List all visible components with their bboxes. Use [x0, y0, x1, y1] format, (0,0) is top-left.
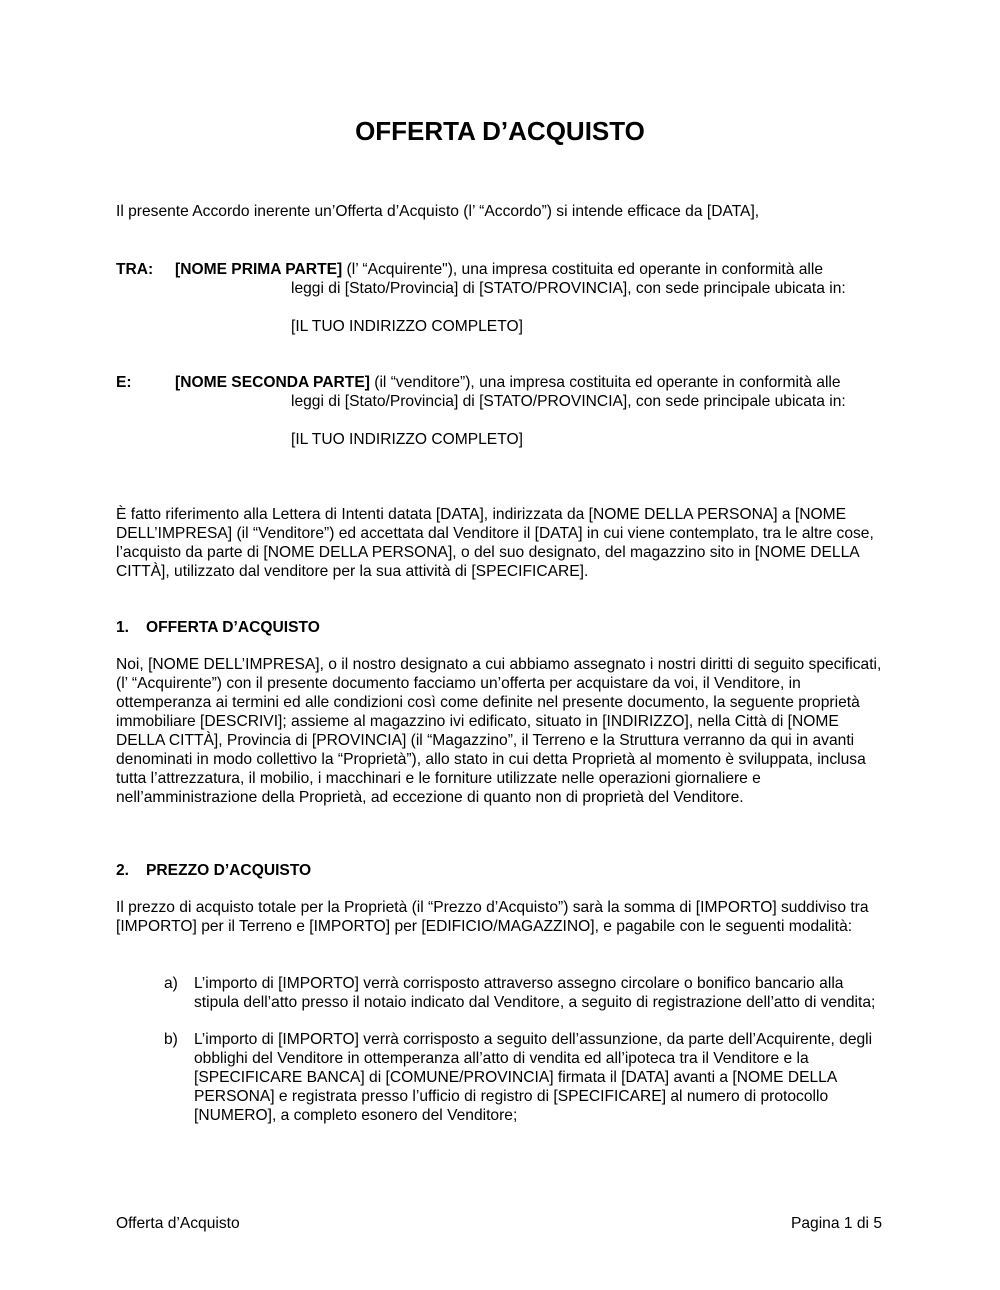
party2-address: [IL TUO INDIRIZZO COMPLETO]	[291, 431, 523, 448]
section2-title: PREZZO D’ACQUISTO	[146, 862, 312, 879]
party1-desc-line2: leggi di [Stato/Provincia] di [STATO/PROVINCIA], con sede principale ubicata in:	[291, 280, 846, 297]
party2-desc-line2: leggi di [Stato/Provincia] di [STATO/PROVINCIA], con sede principale ubicata in:	[291, 393, 846, 410]
list-item-label: b)	[164, 1031, 178, 1048]
party2-label: E:	[116, 374, 132, 391]
list-item	[164, 1030, 884, 1125]
section2-number: 2.	[116, 862, 130, 879]
footer-page-number: Pagina 1 di 5	[790, 1215, 882, 1232]
section2-heading	[116, 861, 311, 880]
list-item-label: a)	[164, 975, 178, 992]
intro-paragraph: Il presente Accordo inerente un’Offerta d’Acquisto (l’ “Accordo”) si intende efficace da [DATA],	[116, 203, 760, 220]
party1-label: TRA:	[116, 261, 154, 278]
section1-title: OFFERTA D’ACQUISTO	[146, 619, 320, 636]
party2-description	[175, 373, 890, 411]
list-item-text: L’importo di [IMPORTO] verrà corrisposto a seguito dell’assunzione, da parte dell’Acquirente, degli obblighi del Venditore in ottemperanza all’atto di vendita ed all’ipoteca tra il Venditore e la [SPECIFICARE BANCA] di [COMUNE/PROVINCIA] firmata il [DATA] avanti a [NOME DELLA PERSONA] e registrata presso l’ufficio di registro di [SPECIFICARE] al numero di protocollo [NUMERO], a completo esonero del Venditore;	[194, 1031, 873, 1124]
party1-description	[175, 260, 890, 298]
document-title: OFFERTA D’ACQUISTO	[355, 116, 645, 146]
party1-name: [NOME PRIMA PARTE]	[175, 261, 343, 278]
section1-heading	[116, 618, 320, 637]
party2-name: [NOME SECONDA PARTE]	[175, 374, 370, 391]
list-item-text: L’importo di [IMPORTO] verrà corrisposto attraverso assegno circolare o bonifico bancario alla stipula dell’atto presso il notaio indicato dal Venditore, a seguito di registrazione dell’atto di vendita;	[194, 975, 876, 1011]
party1-address: [IL TUO INDIRIZZO COMPLETO]	[291, 318, 523, 335]
section1-number: 1.	[116, 619, 130, 636]
party1-desc-line1: (l’ “Acquirente"), una impresa costituita ed operante in conformità alle	[342, 261, 824, 278]
list-item	[164, 974, 884, 1012]
footer-document-name: Offerta d’Acquisto	[116, 1215, 240, 1232]
reference-paragraph: È fatto riferimento alla Lettera di Intenti datata [DATA], indirizzata da [NOME DELLA PERSONA] a [NOME DELL’IMPRESA] (il “Venditore”) ed accettata dal Venditore il [DATA] in cui viene contemplato, tra le altre cose, l’acquisto da parte di [NOME DELLA PERSONA], o del suo designato, del magazzino sito in [NOME DELLA CITTÀ], utilizzato dal venditore per la sua attività di [SPECIFICARE].	[116, 506, 874, 580]
section1-body: Noi, [NOME DELL’IMPRESA], o il nostro designato a cui abbiamo assegnato i nostri diritti di seguito specificati, (l’ “Acquirente”) con il presente documento facciamo un’offerta per acquistare da voi, il Venditore, in ottemperanza ai termini ed alle condizioni così come definite nel presente documento, la seguente proprietà immobiliare [DESCRIVI]; assieme al magazzino ivi edificato, situato in [INDIRIZZO], nella Città di [NOME DELLA CITTÀ], Provincia di [PROVINCIA] (il “Magazzino”, il Terreno e la Struttura verranno da qui in avanti denominati in modo collettivo la “Proprietà”), allo stato in cui detta Proprietà al momento è sviluppata, inclusa tutta l’attrezzatura, il mobilio, i macchinari e le forniture utilizzate nelle operazioni giornaliere e nell’amministrazione della Proprietà, ad eccezione di quanto non di proprietà del Venditore.	[116, 656, 882, 806]
party2-desc-line1: (il “venditore”), una impresa costituita ed operante in conformità alle	[369, 374, 841, 391]
section2-body: Il prezzo di acquisto totale per la Proprietà (il “Prezzo d’Acquisto”) sarà la somma di [IMPORTO] suddiviso tra [IMPORTO] per il Terreno e [IMPORTO] per [EDIFICIO/MAGAZZINO], e pagabile con le seguenti modalità:	[116, 899, 869, 935]
